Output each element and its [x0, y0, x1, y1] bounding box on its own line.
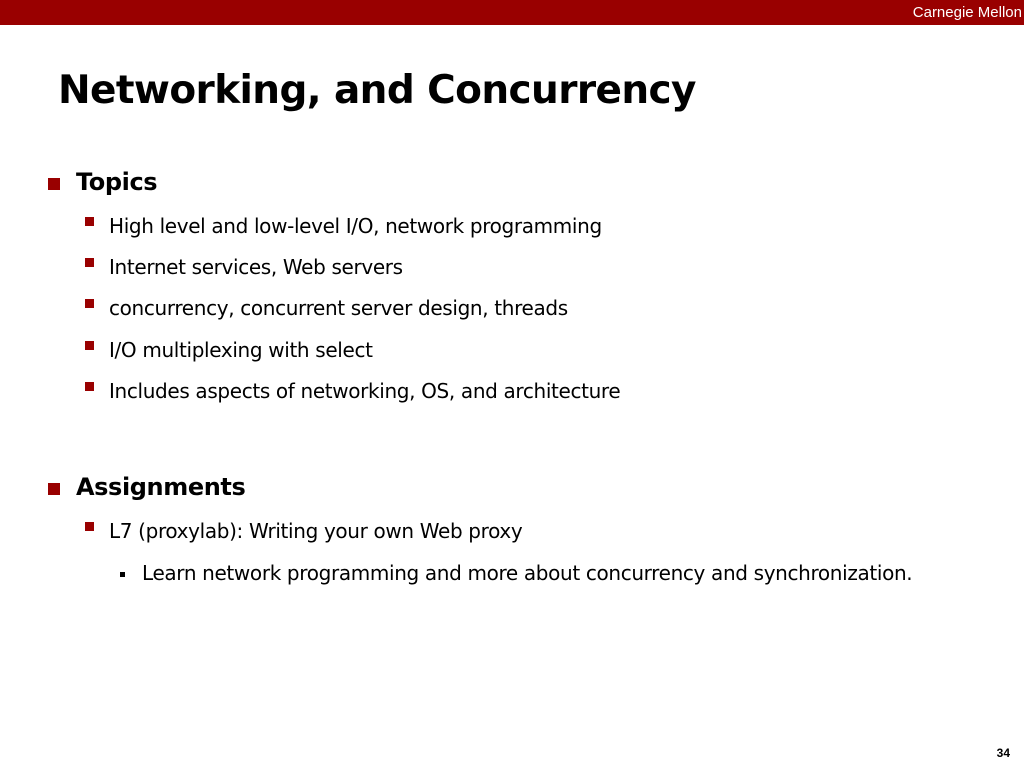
- list-item: Includes aspects of networking, OS, and architecture: [109, 379, 621, 403]
- square-bullet-icon: [85, 217, 94, 226]
- square-bullet-icon: [85, 299, 94, 308]
- slide-title: Networking, and Concurrency: [58, 68, 696, 113]
- square-bullet-icon: [85, 258, 94, 267]
- sub-list-item: Learn network programming and more about concurrency and synchronization.: [142, 561, 913, 585]
- square-bullet-icon: [48, 178, 60, 190]
- page-number: 34: [996, 746, 1010, 760]
- square-bullet-icon: [85, 522, 94, 531]
- square-bullet-icon: [85, 341, 94, 350]
- square-bullet-icon: [85, 382, 94, 391]
- brand-label: Carnegie Mellon: [912, 4, 1022, 21]
- list-item: I/O multiplexing with select: [109, 338, 373, 362]
- list-item: Internet services, Web servers: [109, 255, 403, 279]
- small-square-bullet-icon: [120, 572, 125, 577]
- list-item: concurrency, concurrent server design, threads: [109, 296, 568, 320]
- list-item: L7 (proxylab): Writing your own Web proxy: [109, 519, 523, 543]
- section-heading-assignments: Assignments: [76, 473, 246, 501]
- list-item: High level and low-level I/O, network programming: [109, 214, 602, 238]
- square-bullet-icon: [48, 483, 60, 495]
- section-heading-topics: Topics: [76, 168, 158, 196]
